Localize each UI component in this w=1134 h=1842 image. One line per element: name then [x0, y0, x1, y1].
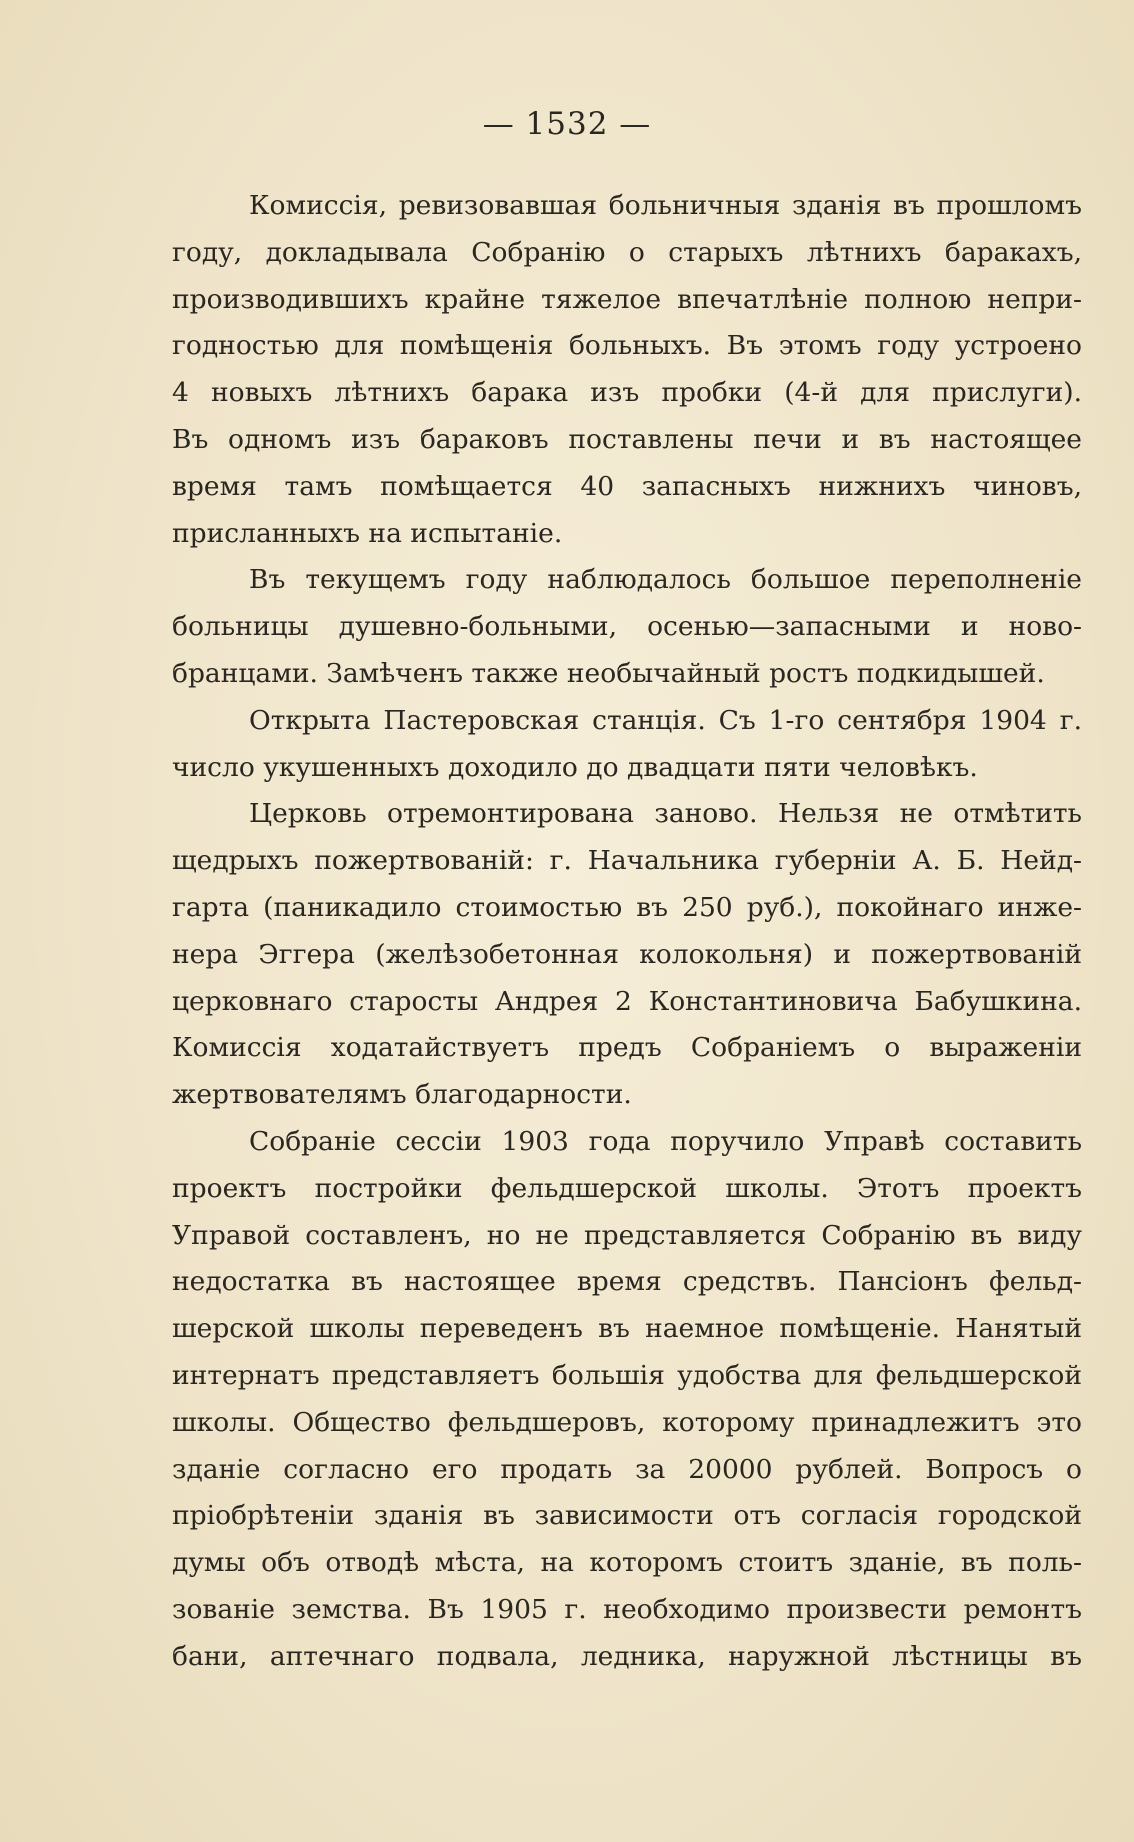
text-line: годностью для помѣщенія больныхъ. Въ этомъ году устроено [172, 330, 1082, 362]
text-line: больницы душевно-больными, осенью—запасными и ново- [172, 611, 1082, 643]
text-line: жертвователямъ благодарности. [172, 1079, 632, 1111]
text-line: шерской школы переведенъ въ наемное помѣщеніе. Нанятый [172, 1313, 1082, 1345]
text-line: Собраніе сессіи 1903 года поручило Управѣ составить [249, 1125, 1082, 1157]
text-line: щедрыхъ пожертвованій: г. Начальника губерніи А. Б. Нейд- [172, 845, 1082, 877]
text-line: Въ текущемъ году наблюдалось большое переполненіе [249, 564, 1082, 596]
text-line: Открыта Пастеровская станція. Съ 1-го сентября 1904 г. [249, 704, 1082, 736]
text-line: церковнаго старосты Андрея 2 Константиновича Бабушкина. [172, 985, 1082, 1017]
text-line: пріобрѣтеніи зданія въ зависимости отъ согласія городской [172, 1500, 1082, 1532]
text-line: 4 новыхъ лѣтнихъ барака изъ пробки (4-й для прислуги). [172, 377, 1082, 409]
text-line: Церковь отремонтирована заново. Нельзя не отмѣтить [249, 798, 1082, 830]
text-line: гарта (паникадило стоимостью въ 250 руб.), покойнаго инже- [172, 891, 1082, 923]
text-line: Въ одномъ изъ бараковъ поставлены печи и въ настоящее [172, 423, 1082, 455]
text-line: думы объ отводѣ мѣста, на которомъ стоитъ зданіе, въ поль- [172, 1547, 1082, 1579]
text-line: Комиссія ходатайствуетъ предъ Собраніемъ о выраженіи [172, 1032, 1082, 1064]
text-line: Комиссія, ревизовавшая больничныя зданія въ прошломъ [249, 190, 1082, 221]
text-line: недостатка въ настоящее время средствъ. Пансіонъ фельд- [172, 1266, 1082, 1298]
text-line: году, докладывала Собранію о старыхъ лѣтнихъ баракахъ, [172, 236, 1082, 268]
text-line: проектъ постройки фельдшерской школы. Этотъ проектъ [172, 1172, 1082, 1204]
text-line: Управой составленъ, но не представляется Собранію въ виду [172, 1219, 1082, 1251]
text-line: бани, аптечнаго подвала, ледника, наружной лѣстницы въ [172, 1640, 1082, 1672]
text-line: зованіе земства. Въ 1905 г. необходимо произвести ремонтъ [172, 1593, 1082, 1625]
text-line: бранцами. Замѣченъ также необычайный ростъ подкидышей. [172, 657, 1045, 689]
text-line: интернатъ представляетъ большія удобства для фельдшерской [172, 1359, 1082, 1391]
text-line: зданіе согласно его продать за 20000 рублей. Вопросъ о [172, 1453, 1082, 1485]
text-line: нера Эггера (желѣзобетонная колокольня) и пожертвованій [172, 938, 1082, 970]
text-line: производившихъ крайне тяжелое впечатлѣніе полною непри- [172, 283, 1082, 315]
text-line: время тамъ помѣщается 40 запасныхъ нижнихъ чиновъ, [172, 470, 1082, 502]
text-line: школы. Общество фельдшеровъ, которому принадлежитъ это [172, 1406, 1082, 1438]
body-text [172, 183, 1082, 1681]
page-number: — 1532 — [482, 106, 652, 142]
text-line: число укушенныхъ доходило до двадцати пяти человѣкъ. [172, 751, 978, 783]
text-line: присланныхъ на испытаніе. [172, 517, 563, 549]
